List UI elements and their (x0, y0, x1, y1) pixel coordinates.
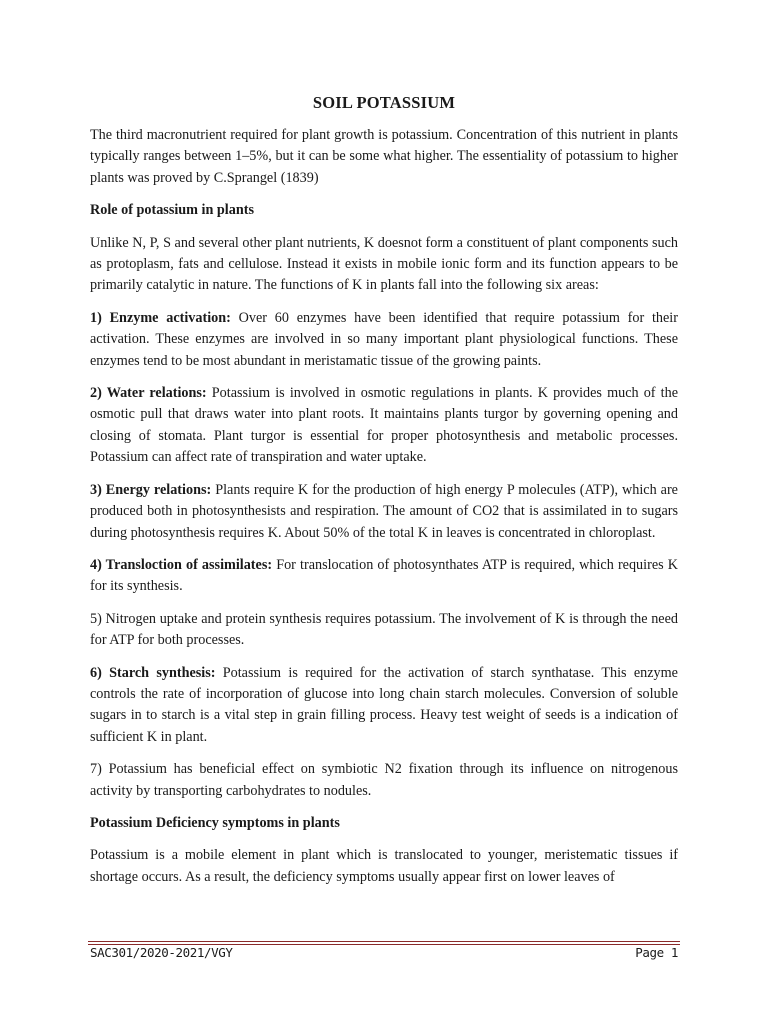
footer-course-code: SAC301/2020-2021/VGY (90, 945, 233, 960)
item-text: 7) Potassium has beneficial effect on symbiotic N2 fixation through its influence on nitrogenous activity by transporting carbohydrates to nodules. (90, 761, 678, 799)
item-starch-synthesis (90, 663, 678, 749)
item-lead: 4) Transloction of assimilates: (90, 556, 273, 573)
item-energy-relations (90, 480, 678, 544)
item-text: Plants require K for the production of high energy P molecules (ATP), which are produced both in photosynthesists and respiration. The amount of CO2 that is assimilated in to sugars during photosynthesis requires K. About 50% of the total K in leaves is concentrated in chloroplast. (90, 481, 678, 541)
item-text: 5) Nitrogen uptake and protein synthesis requires potassium. The involvement of K is through the need for ATP for both processes. (90, 610, 678, 649)
document-body (90, 93, 678, 899)
item-lead: 3) Energy relations: (90, 481, 212, 498)
item-text: Over 60 enzymes have been identified that require potassium for their activation. These enzymes are involved in so many important plant physiological functions. These enzymes tend to be most abundant in meristamatic tissue of the growing paints. (90, 309, 678, 369)
item-lead: 1) Enzyme activation: (90, 309, 231, 326)
item-nitrogen-uptake (90, 609, 678, 652)
role-intro-paragraph: Unlike N, P, S and several other plant nutrients, K doesnot form a constituent of plant components such as protoplasm, fats and cellulose. Instead it exists in mobile ionic form and its function appears to be primarily catalytic in nature. The functions of K in plants fall into the following six areas: (90, 234, 678, 294)
footer-page-number: Page 1 (635, 945, 678, 960)
item-water-relations (90, 383, 678, 469)
deficiency-paragraph: Potassium is a mobile element in plant which is translocated to younger, meristematic tissues if shortage occurs. As a result, the deficiency symptoms usually appear first on lower leaves of (90, 847, 678, 885)
item-text: Potassium is involved in osmotic regulations in plants. K provides much of the osmotic pull that draws water into plant roots. It maintains plants turgor by governing opening and closing of stomata. Plant turgor is essential for proper photosynthesis and metabolic processes. Potassium can affect rate of transpiration and water uptake. (90, 385, 678, 466)
footer-divider (88, 941, 680, 942)
item-text: Potassium is required for the activation of starch synthatase. This enzyme controls the rate of incorporation of glucose into long chain starch molecules. Conversion of soluble sugars in to starch is a vital step in grain filling process. Heavy test weight of seeds is a indication of sufficient K in plant. (90, 664, 678, 745)
page-title: SOIL POTASSIUM (312, 93, 456, 112)
item-lead: 2) Water relations: (90, 385, 207, 402)
item-text: For translocation of photosynthates ATP is required, which requires K for its synthesis. (90, 556, 678, 595)
intro-paragraph: The third macronutrient required for plant growth is potassium. Concentration of this nutrient in plants typically ranges between 1–5%, but it can be some what higher. The essentiality of potassium to higher plants was proved by C.Sprangel (1839) (90, 127, 678, 186)
role-heading: Role of potassium in plants (90, 202, 254, 219)
item-n2-fixation (90, 759, 678, 802)
item-lead: 6) Starch synthesis: (90, 664, 216, 681)
item-translocation (90, 555, 678, 598)
item-enzyme-activation (90, 308, 678, 372)
deficiency-heading: Potassium Deficiency symptoms in plants (90, 814, 340, 831)
